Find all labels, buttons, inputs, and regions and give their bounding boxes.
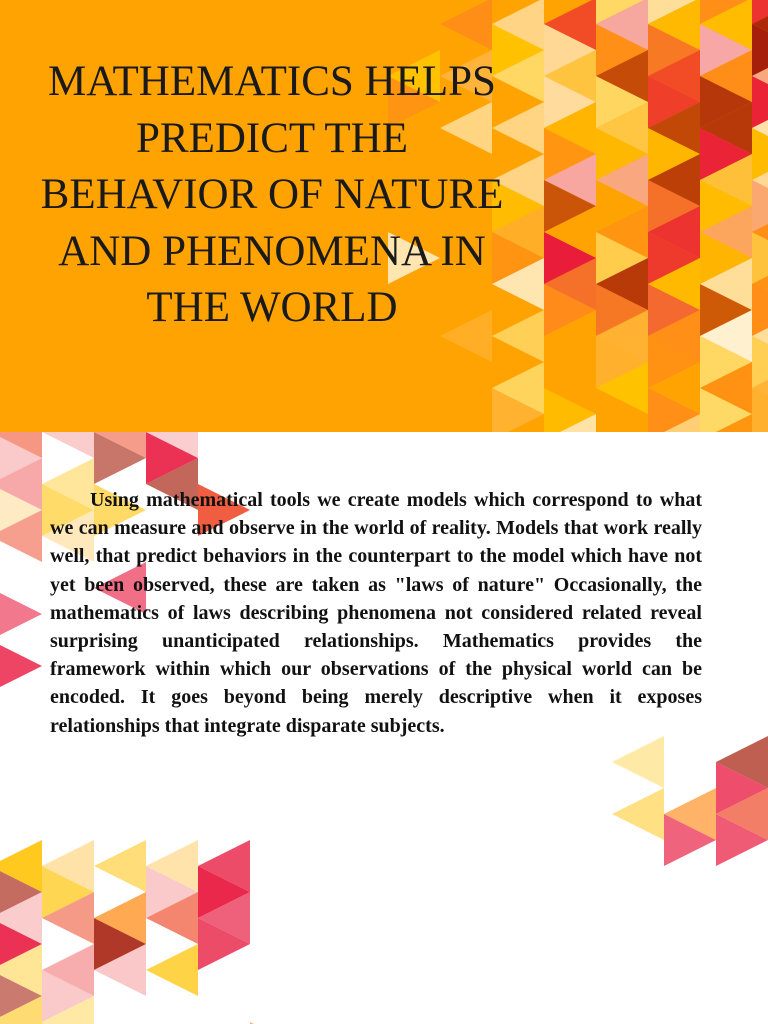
decorative-triangle — [752, 284, 768, 336]
decorative-triangle — [0, 588, 42, 640]
body-paragraph: Using mathematical tools we create models which correspond to what we can measure and observe in the world of reality. Models that work really well, that predict behaviors in the counterpart to the model which have not yet been observed, these are taken as "laws of nature" Occasionally, the mathematics of laws describing phenomena not considered related reveal surprising unanticipated relationships. Mathematics provides the framework within which our observations of the physical world can be encoded. It goes beyond being merely descriptive when it exposes relationships that integrate disparate subjects. — [50, 489, 702, 737]
decorative-triangle — [94, 840, 146, 892]
title-slide — [0, 0, 768, 432]
decorative-triangle — [612, 736, 664, 788]
decorative-triangle — [752, 128, 768, 180]
slide-title: MATHEMATICS HELPS PREDICT THE BEHAVIOR OF NATURE AND PHENOMENA IN THE WORLD — [40, 58, 504, 331]
decorative-triangle — [0, 640, 42, 692]
content-slide — [0, 432, 768, 1024]
decorative-triangle — [752, 336, 768, 388]
decorative-triangle — [752, 180, 768, 232]
decorative-triangle — [752, 76, 768, 128]
decorative-triangle — [752, 24, 768, 76]
decorative-triangle — [440, 0, 492, 50]
decorative-triangle — [612, 788, 664, 840]
decorative-triangle — [752, 232, 768, 284]
